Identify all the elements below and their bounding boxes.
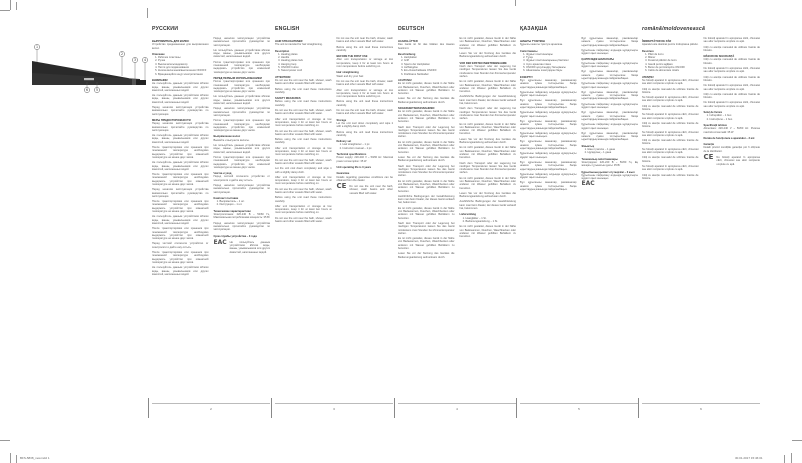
- crop-mark: [10, 453, 11, 463]
- language-heading: ENGLISH: [275, 26, 300, 32]
- text-column: ÎNDREPTĂTOR DE PĂR Aparatul este destinat pentru îndreptarea părului. Descriere 1. Plăci de lucru 2. Mâner 3. Fixatorul plăcilor de lucru 4. Gaură pentru agățare 5. Buton de pornire/oprire ON/OFF 6. Cablu de alimentare rotativ ATENȚIE! Nu folosiți aparatul în apropierea căzii, chiuvetei sau altor recipiente umplute cu apă. Citiți cu atenție manualul de utilizare înainte de folosire. Nu folosiți aparatul în apropierea căzii, chiuvetei sau altor recipiente umplute cu apă. Citiți cu atenție manualul de utilizare înainte de folosire. Nu folosiți aparatul în apropierea căzii, chiuvetei sau altor recipiente umplute cu apă. Citiți cu atenție manualul de utilizare înainte de folosire. Nu folosiți aparatul în apropierea căzii, chiuvetei sau altor recipiente umplute cu apă. Citiți cu atenție manualul de utilizare înainte de folosire. Nu folosiți aparatul în apropierea căzii, chiuvetei sau altor recipiente umplute cu apă. Citiți cu atenție manualul de utilizare înainte de folosire. Nu folosiți aparatul în apropierea căzii, chiuvetei sau altor recipiente umplute cu apă. Citiți cu atenție manualul de utilizare înainte de folosire.: [642, 37, 699, 182]
- text-column: ВЫПРЯМИТЕЛЬ ДЛЯ ВОЛОС Устройство предназначено для выпрямления волос. Описание 1. Рабочие пластины 2. Ручка 3. Выключатель/индикатор 4. Петля для подвешивания 5. Кнопка включения/выключения ON/OFF 6. Вращающийся шнур электропитания ВНИМАНИЕ! Не пользуйтесь данным устройством вблизи воды, ванны, умывальников или других ёмкостей, наполненных водой. Не пользуйтесь данным устройством вблизи воды, ванны, умывальников или других ёмкостей, наполненных водой. Перед началом эксплуатации устройства внимательно прочитайте руководство по эксплуатации. МЕРЫ ПРЕДОСТОРОЖНОСТИ Перед началом эксплуатации устройства внимательно прочитайте руководство по эксплуатации. Не пользуйтесь данным устройством вблизи воды, ванны, умывальников или других ёмкостей, наполненных водой. После транспортировки или хранения при пониженной температуре необходимо выдержать устройство при комнатной температуре не менее двух часов. Не пользуйтесь данным устройством вблизи воды, ванны, умывальников или других ёмкостей, наполненных водой. После транспортировки или хранения при пониженной температуре необходимо выдержать устройство при комнатной температуре не менее двух часов. Перед началом эксплуатации устройства внимательно прочитайте руководство по эксплуатации. После транспортировки или хранения при пониженной температуре необходимо выдержать устройство при комнатной температуре не менее двух часов. Не пользуйтесь данным устройством вблизи воды, ванны, умывальников или других ёмкостей, наполненных водой. После транспортировки или хранения при пониженной температуре необходимо выдержать устройство при комнатной температуре не менее двух часов. Перед чисткой отключите устройство от электросети и дайте ему остыть. После транспортировки или хранения при пониженной температуре необходимо выдержать устройство при комнатной температуре не менее двух часов. Не пользуйтесь данным устройством вблизи воды, ванны, умывальников или других ёмкостей, наполненных водой.: [152, 37, 209, 278]
- fold-mark: [148, 398, 149, 418]
- page-rule: [520, 403, 638, 404]
- crop-mark: [16, 455, 17, 463]
- crop-mark: [515, 0, 516, 6]
- file-slug: BFS-5838_new.indd 1: [20, 456, 50, 460]
- fold-mark: [271, 398, 272, 418]
- crop-mark: [10, 0, 11, 10]
- svg-text:2: 2: [120, 52, 124, 57]
- page-number: 2: [210, 407, 212, 411]
- print-date: 30.01.2017 15:46:01: [735, 456, 763, 460]
- crop-mark: [784, 455, 785, 463]
- page-number: 4: [456, 407, 458, 411]
- crop-mark: [0, 440, 10, 441]
- svg-text:4: 4: [143, 58, 147, 63]
- text-column: HAARGLÄTTER Das Gerät ist für das Glätten des Haares bestimmt. Beschreibung 1. Heizplatten 2. Griff 3. Sperre der Heizplatten 4. Aufhängöse 5. Ein-/Ausschalttaste ON/OFF 6. Drehbares Netzkabel ACHTUNG! Es ist nicht gestattet, dieses Gerät in der Nähe von Badewannen, Duschen, Waschbecken oder anderen mit Wasser gefüllten Behältern zu benutzen. Lesen Sie vor der Nutzung des Gerätes die Bedienungsanleitung aufmerksam durch. SICHERHEITSMASSNAHMEN Es ist nicht gestattet, dieses Gerät in der Nähe von Badewannen, Duschen, Waschbecken oder anderen mit Wasser gefüllten Behältern zu benutzen. Nach dem Transport oder der Lagerung bei niedrigen Temperaturen lassen Sie das Gerät mindestens zwei Stunden bei Zimmertemperatur stehen. Es ist nicht gestattet, dieses Gerät in der Nähe von Badewannen, Duschen, Waschbecken oder anderen mit Wasser gefüllten Behältern zu benutzen. Lesen Sie vor der Nutzung des Gerätes die Bedienungsanleitung aufmerksam durch. Nach dem Transport oder der Lagerung bei niedrigen Temperaturen lassen Sie das Gerät mindestens zwei Stunden bei Zimmertemperatur stehen. Es ist nicht gestattet, dieses Gerät in der Nähe von Badewannen, Duschen, Waschbecken oder anderen mit Wasser gefüllten Behältern zu benutzen. Ausführliche Bedingungen der Gewährleistung kann man beim Dealer, der dieses Gerät verkauft hat, bekommen. Es ist nicht gestattet, dieses Gerät in der Nähe von Badewannen, Duschen, Waschbecken oder anderen mit Wasser gefüllten Behältern zu benutzen. Nach dem Transport oder der Lagerung bei niedrigen Temperaturen lassen Sie das Gerät mindestens zwei Stunden bei Zimmertemperatur stehen. Es ist nicht gestattet, dieses Gerät in der Nähe von Badewannen, Duschen, Waschbecken oder anderen mit Wasser gefüllten Behältern zu benutzen. Lesen Sie vor der Nutzung des Gerätes die Bedienungsanleitung aufmerksam durch.: [398, 37, 455, 261]
- text-column: HAIR STRAIGHTENER The unit is intended for hair straightening. Description 1. Heating plates 2. Handle 3. Heating plates lock 4. Hanging loop 5. ON/OFF button 6. Swivel power cord ATTENTION! Do not use the unit near the bath, shower, wash basins and other vessels filled with water. Before using the unit read these instructions carefully. SAFETY MEASURES Before using the unit read these instructions carefully. Do not use the unit near the bath, shower, wash basins and other vessels filled with water. After unit transportation or storage at low temperature, keep it for at least two hours at room temperature before switching on. Do not use the unit near the bath, shower, wash basins and other vessels filled with water. Before using the unit read these instructions carefully. After unit transportation or storage at low temperature, keep it for at least two hours at room temperature before switching on. Do not use the unit near the bath, shower, wash basins and other vessels filled with water. Let the unit cool down completely and wipe it with a slightly damp cloth. After unit transportation or storage at low temperature, keep it for at least two hours at room temperature before switching on. Do not use the unit near the bath, shower, wash basins and other vessels filled with water. Before using the unit read these instructions carefully. After unit transportation or storage at low temperature, keep it for at least two hours at room temperature before switching on. Do not use the unit near the bath, shower, wash basins and other vessels filled with water.: [275, 37, 332, 225]
- fold-mark: [516, 398, 517, 418]
- language-heading: РУССКИЙ: [152, 26, 179, 32]
- svg-text:3: 3: [133, 58, 137, 63]
- text-column: ШАШТЫ ТҮЗЕТКІШ Құрылғы шашты түзетуге арналған. Сипаттамасы 1. Жұмыс пластиналары 2. Тұтқа 3. Жұмыс пластиналарының бекіткіші 4. Ілуге арналған ілмек 5. ON/OFF қосу/сөндіру батырмасы 6. Айналмалы электрқорек бауы ЕСКЕРТУ! Бұл құрылғыны ванналар, раковиналар немесе сумен толтырылған басқа ыдыстардың жанында пайдаланбаңыз. Құрылғыны пайдалану алдында нұсқаулықты мұқият оқып шығыңыз. Бұл құрылғыны ванналар, раковиналар немесе сумен толтырылған басқа ыдыстардың жанында пайдаланбаңыз. Құрылғыны пайдалану алдында нұсқаулықты мұқият оқып шығыңыз. Бұл құрылғыны ванналар, раковиналар немесе сумен толтырылған басқа ыдыстардың жанында пайдаланбаңыз. Құрылғыны пайдалану алдында нұсқаулықты мұқият оқып шығыңыз. Бұл құрылғыны ванналар, раковиналар немесе сумен толтырылған басқа ыдыстардың жанында пайдаланбаңыз. Құрылғыны пайдалану алдында нұсқаулықты мұқият оқып шығыңыз. Бұл құрылғыны ванналар, раковиналар немесе сумен толтырылған басқа ыдыстардың жанында пайдаланбаңыз. Құрылғыны пайдалану алдында нұсқаулықты мұқият оқып шығыңыз. Бұл құрылғыны ванналар, раковиналар немесе сумен толтырылған басқа ыдыстардың жанында пайдаланбаңыз.: [520, 37, 577, 193]
- svg-text:6: 6: [85, 88, 89, 93]
- text-column: Бұл құрылғыны ванналар, раковиналар немесе сумен толтырылған басқа ыдыстардың жанында пайдаланбаңыз. Құрылғыны пайдалану алдында нұсқаулықты мұқият оқып шығыңыз. ҚАУІПСІЗДІК ШАРАЛАРЫ Құрылғыны пайдалану алдында нұсқаулықты мұқият оқып шығыңыз. Бұл құрылғыны ванналар, раковиналар немесе сумен толтырылған басқа ыдыстардың жанында пайдаланбаңыз. Құрылғыны пайдалану алдында нұсқаулықты мұқият оқып шығыңыз. Бұл құрылғыны ванналар, раковиналар немесе сумен толтырылған басқа ыдыстардың жанында пайдаланбаңыз. Құрылғыны пайдалану алдында нұсқаулықты мұқият оқып шығыңыз. Бұл құрылғыны ванналар, раковиналар немесе сумен толтырылған басқа ыдыстардың жанында пайдаланбаңыз. Құрылғыны пайдалану алдында нұсқаулықты мұқият оқып шығыңыз. Бұл құрылғыны ванналар, раковиналар немесе сумен толтырылған басқа ыдыстардың жанында пайдаланбаңыз. Жиынтық 1. Шаш түзеткіш – 1 дана 2. Нұсқаулық – 1 дана Техникалық сипаттамалары Электрқорек: 220-240 В ~ 50/60 Гц. Ең жоғарғы тұтынатын қуаты: 35 Вт Құрылғының қызмет ету мерзімі – 3 жыл Құрылғыны пайдалану алдында нұсқаулықты мұқият оқып шығыңыз. EAC: [582, 37, 639, 193]
- language-heading: DEUTSCH: [398, 26, 425, 32]
- page-rule: [275, 403, 393, 404]
- crop-mark: [16, 2, 17, 10]
- crop-mark: [791, 453, 792, 463]
- ce-mark-icon: CE: [703, 153, 714, 162]
- language-heading: ҚАЗАҚША: [520, 26, 548, 32]
- svg-text:5: 5: [95, 88, 99, 93]
- page-kazakh: [520, 26, 638, 406]
- hair-straightener-diagram: [28, 36, 152, 96]
- text-column: Перед началом эксплуатации устройства внимательно прочитайте руководство по эксплуатации. Не пользуйтесь данным устройством вблизи воды, ванны, умывальников или других ёмкостей, наполненных водой. После транспортировки или хранения при пониженной температуре необходимо выдержать устройство при комнатной температуре не менее двух часов. ПЕРЕД ПЕРВЫМ ИСПОЛЬЗОВАНИЕМ После транспортировки или хранения при пониженной температуре необходимо выдержать устройство при комнатной температуре не менее двух часов. Не пользуйтесь данным устройством вблизи воды, ванны, умывальников или других ёмкостей, наполненных водой. Перед началом эксплуатации устройства внимательно прочитайте руководство по эксплуатации. После транспортировки или хранения при пониженной температуре необходимо выдержать устройство при комнатной температуре не менее двух часов. Выпрямление волос Вымойте и высушите волосы. Не пользуйтесь данным устройством вблизи воды, ванны, умывальников или других ёмкостей, наполненных водой. После транспортировки или хранения при пониженной температуре необходимо выдержать устройство при комнатной температуре не менее двух часов. Чистка и уход Перед чисткой отключите устройство от электросети и дайте ему остыть. Перед началом эксплуатации устройства внимательно прочитайте руководство по эксплуатации. Комплект поставки 1. Выпрямитель – 1 шт. 2. Инструкция – 1 шт. Технические характеристики Электропитание: 220-240 В ~ 50/60 Гц. Максимальная потребляемая мощность: 35 Вт Перед началом эксплуатации устройства внимательно прочитайте руководство по эксплуатации. Срок службы устройства – 3 года EAC Не пользуйтесь данным устройством вблизи воды, ванны, умывальников или других ёмкостей, наполненных водой.: [214, 37, 271, 278]
- page-german: [398, 26, 516, 406]
- page-number: 5: [578, 407, 580, 411]
- eac-mark-icon: EAC: [213, 238, 227, 246]
- svg-text:1: 1: [35, 45, 39, 50]
- fold-mark: [638, 398, 639, 418]
- page-english: [275, 26, 393, 406]
- page-rule: [152, 403, 270, 404]
- page-number: 6: [700, 407, 702, 411]
- page-romanian: [642, 26, 760, 406]
- crop-mark: [792, 440, 802, 441]
- text-column: Do not use the unit near the bath, shower, wash basins and other vessels filled with water. Before using the unit read these instructions carefully. BEFORE THE FIRST USE After unit transportation or storage at low temperature, keep it for at least two hours at room temperature before switching on. Hair straightening Wash and dry your hair. Do not use the unit near the bath, shower, wash basins and other vessels filled with water. After unit transportation or storage at low temperature, keep it for at least two hours at room temperature before switching on. Before using the unit read these instructions carefully. Do not use the unit near the bath, shower, wash basins and other vessels filled with water. Storage Let the unit cool down completely and wipe it with a slightly damp cloth. Before using the unit read these instructions carefully. Delivery set 1. Hair straightener – 1 pc. 2. Instruction manual – 1 pc. Technical specifications Power supply: 220-240 V ~ 50/60 Hz. Maximal power consumption: 35 W Unit operating life is 3 years Guarantee Details regarding guarantee conditions can be obtained from the dealer. CE Do not use the unit near the bath, shower, wash basins and other vessels filled with water.: [337, 37, 394, 225]
- crop-mark: [0, 10, 10, 11]
- page-rule: [398, 403, 516, 404]
- text-column: Es ist nicht gestattet, dieses Gerät in der Nähe von Badewannen, Duschen, Waschbecken oder anderen mit Wasser gefüllten Behältern zu benutzen. Lesen Sie vor der Nutzung des Gerätes die Bedienungsanleitung aufmerksam durch. VOR DER ERSTEN INBETRIEBNAHME Nach dem Transport oder der Lagerung bei niedrigen Temperaturen lassen Sie das Gerät mindestens zwei Stunden bei Zimmertemperatur stehen. Es ist nicht gestattet, dieses Gerät in der Nähe von Badewannen, Duschen, Waschbecken oder anderen mit Wasser gefüllten Behältern zu benutzen. Ausführliche Bedingungen der Gewährleistung kann man beim Dealer, der dieses Gerät verkauft hat, bekommen. Nach dem Transport oder der Lagerung bei niedrigen Temperaturen lassen Sie das Gerät mindestens zwei Stunden bei Zimmertemperatur stehen. Es ist nicht gestattet, dieses Gerät in der Nähe von Badewannen, Duschen, Waschbecken oder anderen mit Wasser gefüllten Behältern zu benutzen. Lesen Sie vor der Nutzung des Gerätes die Bedienungsanleitung aufmerksam durch. Es ist nicht gestattet, dieses Gerät in der Nähe von Badewannen, Duschen, Waschbecken oder anderen mit Wasser gefüllten Behältern zu benutzen. Nach dem Transport oder der Lagerung bei niedrigen Temperaturen lassen Sie das Gerät mindestens zwei Stunden bei Zimmertemperatur stehen. Es ist nicht gestattet, dieses Gerät in der Nähe von Badewannen, Duschen, Waschbecken oder anderen mit Wasser gefüllten Behältern zu benutzen. Lesen Sie vor der Nutzung des Gerätes die Bedienungsanleitung aufmerksam durch. Ausführliche Bedingungen der Gewährleistung kann man beim Dealer, der dieses Gerät verkauft hat, bekommen. Lieferumfang 1. Haarglätter – 1 St. 2. Bedienungsanleitung – 1 St. Es ist nicht gestattet, dieses Gerät in der Nähe von Badewannen, Duschen, Waschbecken oder anderen mit Wasser gefüllten Behältern zu benutzen.: [460, 37, 517, 261]
- eac-mark-icon: EAC: [581, 180, 595, 188]
- text-column: Nu folosiți aparatul în apropierea căzii, chiuvetei sau altor recipiente umplute cu apă. Citiți cu atenție manualul de utilizare înainte de folosire. MĂSURI DE SIGURANȚĂ Citiți cu atenție manualul de utilizare înainte de folosire. Nu folosiți aparatul în apropierea căzii, chiuvetei sau altor recipiente umplute cu apă. Citiți cu atenție manualul de utilizare înainte de folosire. Nu folosiți aparatul în apropierea căzii, chiuvetei sau altor recipiente umplute cu apă. Citiți cu atenție manualul de utilizare înainte de folosire. Nu folosiți aparatul în apropierea căzii, chiuvetei sau altor recipiente umplute cu apă. Setul de livrare 1. Îndreptător – 1 buc. 2. Instrucțiune – 1 buc. Specificații tehnice Alimentare: 220-240 V ~ 50/60 Hz. Puterea maximă consumată: 35 W Durata de funcționare a aparatului – 3 ani Garanție Detalii privind condițiile garanției pot fi obținute de la distribuitor. CE Nu folosiți aparatul în apropierea căzii, chiuvetei sau altor recipiente umplute cu apă.: [704, 37, 761, 182]
- page-rule: [642, 403, 760, 404]
- language-heading: română/moldovenească: [642, 26, 706, 32]
- page-russian: [152, 26, 270, 406]
- crop-mark: [147, 8, 148, 18]
- page-number: 3: [333, 407, 335, 411]
- fold-mark: [394, 398, 395, 418]
- ce-mark-icon: CE: [336, 182, 347, 191]
